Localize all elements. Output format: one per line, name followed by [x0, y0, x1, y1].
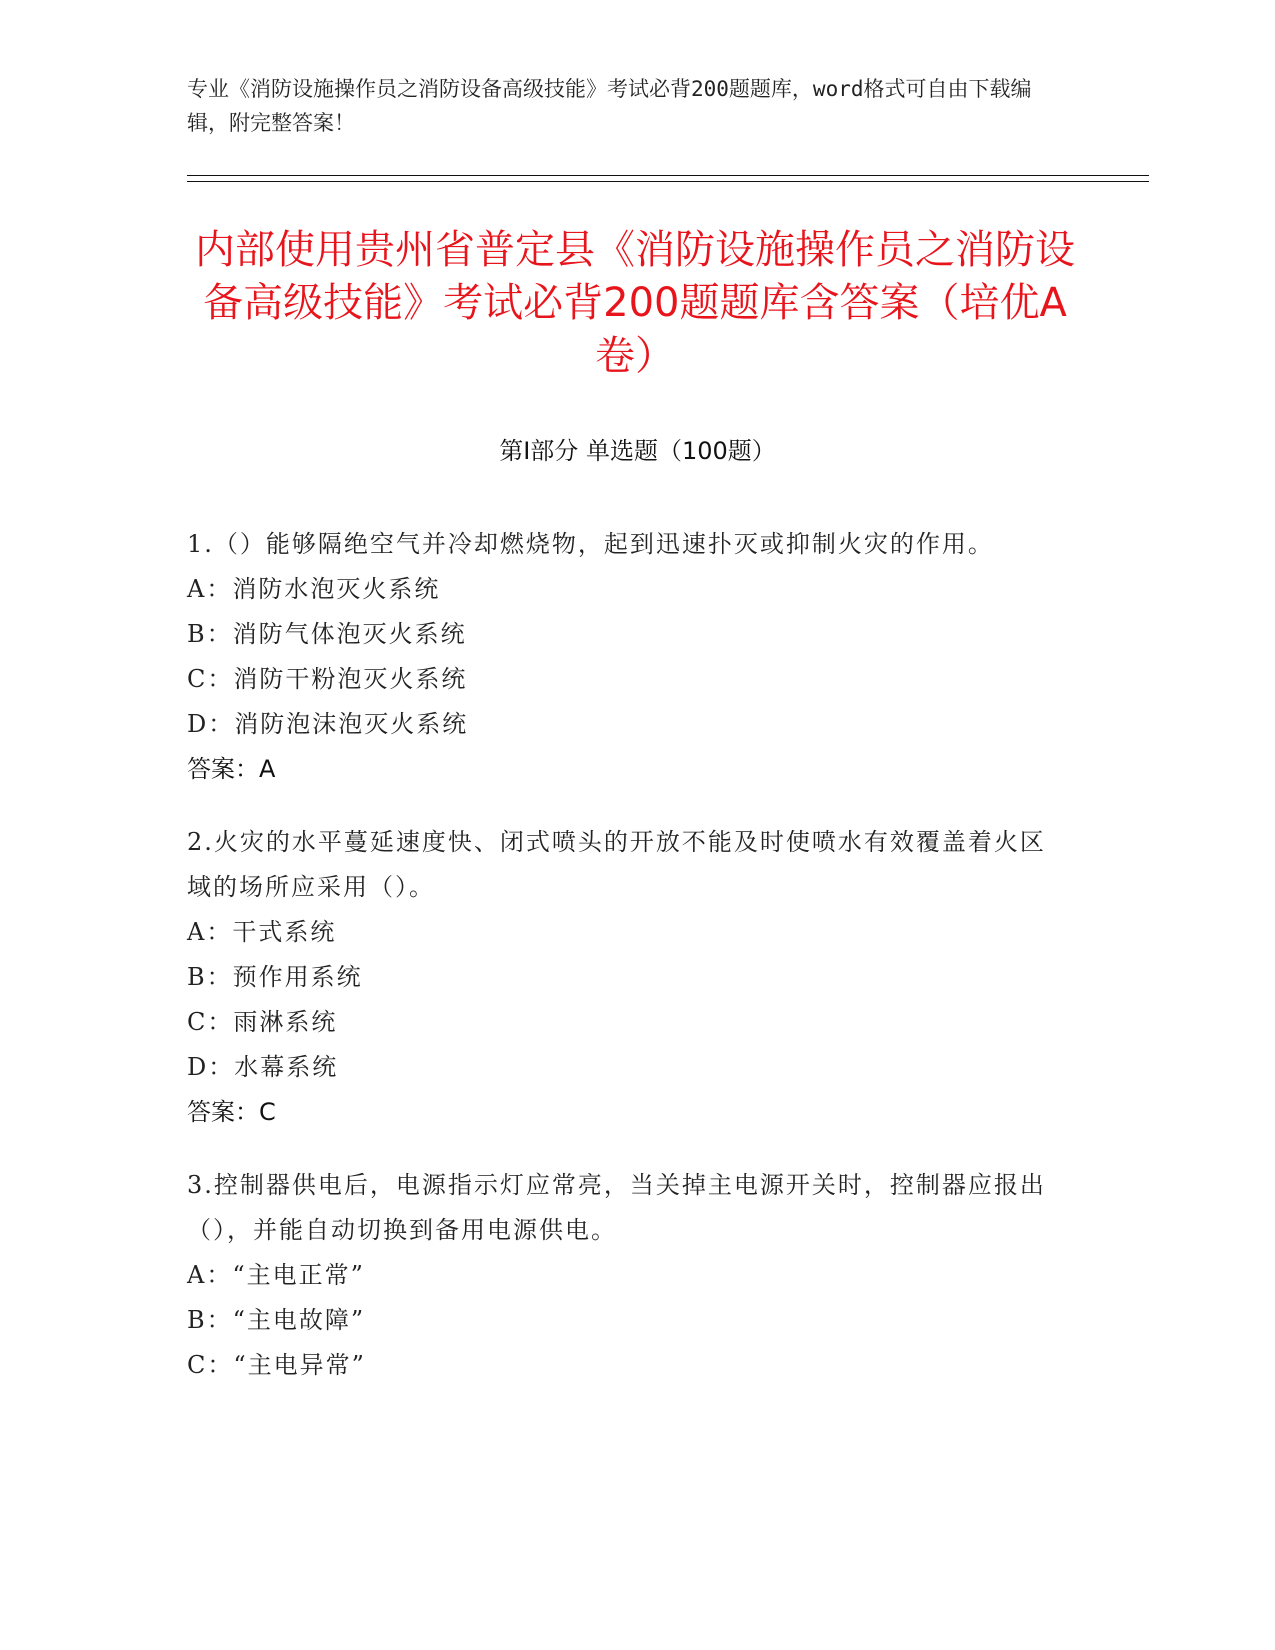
- option-c: C：消防干粉泡灭火系统: [187, 665, 468, 693]
- option-d: D：水幕系统: [187, 1053, 339, 1081]
- header-rule-bottom: [187, 181, 1149, 182]
- header-rule-top: [187, 175, 1149, 176]
- option-b: B：预作用系统: [187, 963, 363, 991]
- option-c: C：“主电异常”: [187, 1351, 366, 1379]
- option-a: A：“主电正常”: [187, 1261, 365, 1289]
- option-d: D：消防泡沫泡灭火系统: [187, 710, 469, 738]
- question-stem: 1.（）能够隔绝空气并冷却燃烧物，起到迅速扑灭或抑制火灾的作用。: [187, 530, 994, 558]
- question-item: [187, 820, 1067, 1135]
- question-stem: 2.火灾的水平蔓延速度快、闭式喷头的开放不能及时使喷水有效覆盖着火区域的场所应采用（）。: [187, 828, 1046, 901]
- option-b: B：“主电故障”: [187, 1306, 366, 1334]
- question-item: [187, 522, 1067, 792]
- section-title: 第I部分 单选题（100题）: [499, 437, 776, 465]
- header-note: 专业《消防设施操作员之消防设备高级技能》考试必背200题题库，word格式可自由下载编辑，附完整答案！: [187, 77, 1032, 135]
- answer-line: 答案：C: [187, 1098, 276, 1126]
- option-a: A：消防水泡灭火系统: [187, 575, 441, 603]
- option-c: C：雨淋系统: [187, 1008, 338, 1036]
- option-b: B：消防气体泡灭火系统: [187, 620, 467, 648]
- question-item: [187, 1163, 1067, 1388]
- question-stem: 3.控制器供电后，电源指示灯应常亮，当关掉主电源开关时，控制器应报出（），并能自动切换到备用电源供电。: [187, 1171, 1046, 1244]
- document-title: 内部使用贵州省普定县《消防设施操作员之消防设备高级技能》考试必背200题题库含答案（培优A卷）: [195, 227, 1075, 379]
- question-list: [187, 522, 1067, 1416]
- answer-line: 答案：A: [187, 755, 276, 783]
- option-a: A：干式系统: [187, 918, 337, 946]
